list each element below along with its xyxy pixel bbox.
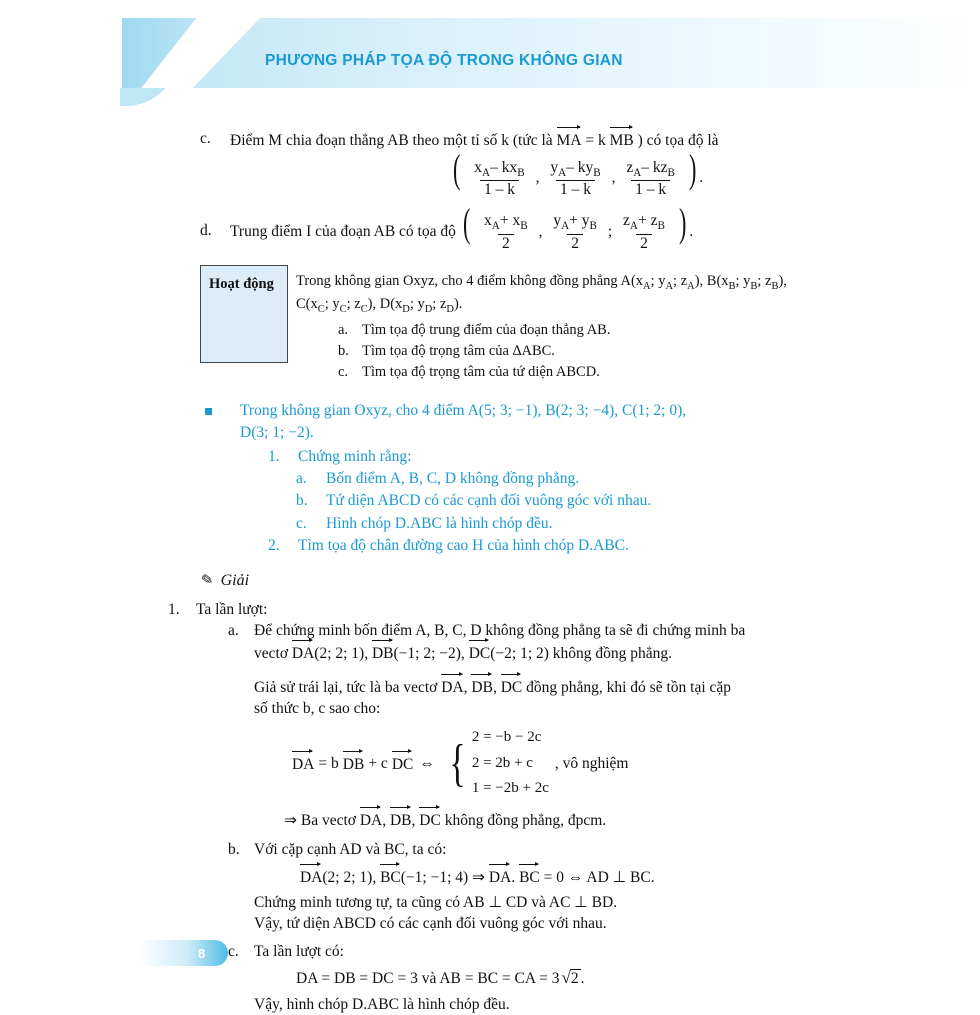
solution-item-a-line1: Để chứng minh bốn điểm A, B, C, D không đồng phẳng ta sẽ đi chứng minh ba bbox=[254, 621, 746, 639]
problem-list bbox=[268, 446, 980, 557]
frac-d-3-den: 2 bbox=[636, 234, 652, 253]
problem-sublist bbox=[296, 468, 980, 534]
activity-line1-b: ; y bbox=[650, 272, 666, 289]
bc-coords-b: (−1; −1; 4) ⇒ bbox=[400, 868, 486, 886]
frac-d-2-sub-b: B bbox=[589, 220, 597, 233]
frac-d-1 bbox=[480, 212, 532, 253]
page-content bbox=[0, 128, 980, 1015]
c-equation-pre: DA = DB = DC = 3 và AB = BC = CA = 3 bbox=[296, 970, 560, 988]
system-row-2: 2 = 2b + c bbox=[471, 754, 533, 771]
equation-system bbox=[445, 725, 549, 802]
solution-item-b-label: b. bbox=[228, 841, 240, 859]
activity-sub-ya: A bbox=[665, 280, 674, 292]
eq-plus-c: + c bbox=[368, 755, 388, 772]
radicand-value: 2 bbox=[570, 970, 579, 988]
activity-sub-label-a: a. bbox=[338, 321, 349, 338]
frac-c-2-sub-b: B bbox=[593, 166, 601, 179]
square-bullet-icon bbox=[205, 408, 212, 415]
frac-c-3-sub-a: A bbox=[633, 166, 642, 179]
activity-line1-f: ; z bbox=[757, 272, 772, 289]
frac-d-1-num-x: x bbox=[484, 212, 492, 230]
footer-tab bbox=[140, 940, 228, 966]
activity-line-1 bbox=[296, 271, 787, 295]
problem-subitem bbox=[296, 490, 980, 511]
problem-subitem bbox=[296, 513, 980, 534]
conclusion-end: không đồng phẳng, đpcm. bbox=[444, 811, 607, 829]
solution-item-a-label: a. bbox=[228, 621, 239, 639]
activity-sub-text-c: Tìm tọa độ trọng tâm của tứ diện ABCD. bbox=[362, 364, 600, 381]
activity-line1-d: ), B(x bbox=[694, 272, 729, 289]
page-number: 8 bbox=[198, 946, 206, 961]
problem-item-1 bbox=[268, 446, 980, 467]
activity-sub-xd: D bbox=[402, 304, 410, 316]
activity-sub-label-b: b. bbox=[338, 343, 349, 360]
solution-item-c-line2: Vậy, hình chóp D.ABC là hình chóp đều. bbox=[254, 995, 510, 1013]
frac-c-1-mid: – kx bbox=[490, 158, 518, 176]
activity-line1-a: Trong không gian Oxyz, cho 4 điểm không đồng phẳng A(x bbox=[296, 272, 644, 289]
frac-d-2-num-y: y bbox=[553, 212, 562, 230]
activity-sub-za: A bbox=[687, 280, 695, 292]
problem-item-2-label: 2. bbox=[268, 537, 280, 555]
activity-line2-d: ), D(x bbox=[367, 296, 403, 313]
item-c-label: c. bbox=[200, 130, 211, 147]
dot-product-symbol: . bbox=[511, 868, 516, 886]
solution-heading bbox=[197, 570, 980, 592]
c-equation-post: . bbox=[580, 970, 585, 988]
vector-bc-b2: BC bbox=[519, 865, 540, 888]
system-equation bbox=[292, 725, 980, 802]
frac-d-3-mid: + z bbox=[637, 212, 658, 230]
pen-icon: ✎ bbox=[197, 571, 215, 591]
vector-da-eq: DA bbox=[292, 752, 314, 775]
eq-iff-arrow: ⇔ bbox=[419, 755, 435, 772]
vector-dc-2: DC bbox=[501, 675, 523, 698]
frac-d-1-sub-a: A bbox=[491, 220, 500, 233]
activity-line2-f: ; z bbox=[432, 296, 447, 313]
problem-item-1-label: 1. bbox=[268, 447, 280, 465]
solution-part-1-label: 1. bbox=[168, 600, 180, 618]
item-d-label: d. bbox=[200, 222, 212, 240]
activity-sub-xb: B bbox=[728, 280, 736, 292]
activity-sub-yd: D bbox=[424, 304, 433, 316]
frac-c-2-den: 1 – k bbox=[556, 180, 595, 199]
activity-label-box: Hoạt động bbox=[200, 265, 288, 363]
vector-db-eq: DB bbox=[343, 752, 365, 775]
da-coords-b: (2; 2; 1), bbox=[322, 868, 377, 886]
problem-subitem-label-a: a. bbox=[296, 469, 307, 487]
frac-d-3 bbox=[619, 212, 669, 253]
vector-ma: MA bbox=[557, 128, 582, 151]
dc-coords: (−2; 1; 2) không đồng phẳng. bbox=[490, 645, 673, 663]
vector-da: DA bbox=[292, 641, 314, 664]
activity-sub-yc: C bbox=[339, 304, 347, 316]
solution-item-c-label: c. bbox=[228, 942, 239, 960]
frac-c-3-num-z: z bbox=[626, 158, 634, 176]
frac-c-1-sub-a: A bbox=[482, 166, 491, 179]
item-c-text-part1: Điểm M chia đoạn thẳng AB theo một tỉ số k (tức là bbox=[230, 132, 553, 149]
solution-item-a bbox=[228, 620, 980, 641]
frac-c-2-mid: – ky bbox=[566, 158, 594, 176]
item-c-text-part2: ) có tọa độ là bbox=[637, 132, 719, 149]
activity-line-2 bbox=[296, 294, 787, 318]
activity-sub-text-b: Tìm tọa độ trọng tâm của ∆ABC. bbox=[362, 343, 555, 360]
problem-subitem bbox=[296, 468, 980, 489]
item-d-sentence: Trung điểm I của đoạn AB có tọa độ bbox=[230, 223, 456, 241]
frac-c-2 bbox=[546, 159, 604, 200]
frac-d-2 bbox=[549, 212, 601, 253]
problem-subitem-text-b: Tứ diện ABCD có các cạnh đối vuông góc với nhau. bbox=[326, 492, 652, 510]
activity-line1-c: ; z bbox=[673, 272, 688, 289]
frac-d-1-mid: + x bbox=[499, 212, 521, 230]
system-row-1: 2 = −b − 2c bbox=[471, 729, 542, 746]
activity-sub-xc: C bbox=[317, 304, 325, 316]
item-c bbox=[200, 128, 980, 199]
solution-item-a-line2 bbox=[254, 641, 980, 664]
frac-d-2-sub-a: A bbox=[561, 220, 570, 233]
frac-d-1-den: 2 bbox=[498, 234, 514, 253]
vector-db-2: DB bbox=[471, 675, 493, 698]
frac-c-3-sub-b: B bbox=[667, 166, 675, 179]
frac-c-1-num-x: x bbox=[474, 158, 483, 176]
vector-da-3: DA bbox=[360, 808, 382, 831]
activity-block bbox=[0, 265, 980, 384]
eq-equals-b: = b bbox=[318, 755, 339, 772]
problem-heading bbox=[240, 400, 980, 445]
frac-c-1 bbox=[470, 159, 528, 200]
solution-item-c-line1: Ta lần lượt có: bbox=[254, 942, 344, 960]
solution-conclusion-a bbox=[284, 808, 980, 831]
frac-d-2-den: 2 bbox=[567, 234, 583, 253]
frac-d-3-num-z: z bbox=[623, 212, 630, 230]
solution-item-b bbox=[228, 839, 980, 860]
db-coords: (−1; 2; −2), bbox=[393, 645, 465, 663]
frac-c-2-num-y: y bbox=[550, 158, 559, 176]
vector-da-b2: DA bbox=[489, 865, 511, 888]
problem-subitem-label-c: c. bbox=[296, 514, 307, 532]
solution-item-b-equation bbox=[300, 865, 980, 888]
left-brace-icon: { bbox=[449, 734, 466, 792]
problem-subitem-text-c: Hình chóp D.ABC là hình chóp đều. bbox=[326, 514, 553, 532]
activity-line2-a: C(x bbox=[296, 296, 318, 313]
item-d-text: Trung điểm I của đoạn AB có tọa độ ( $\frac{x_A+ x_B}{2}$ , $\frac{y_A+ y_B}{2}$ ; $\frac{z_A+ z_B}{2}$ ) . bbox=[230, 200, 694, 252]
activity-line2-g: ). bbox=[453, 296, 463, 313]
activity-sub-xa: A bbox=[643, 280, 651, 292]
frac-d-3-sub-a: A bbox=[629, 220, 638, 233]
frac-c-3-den: 1 – k bbox=[631, 180, 670, 199]
item-d bbox=[200, 200, 980, 253]
activity-sub-item bbox=[338, 341, 787, 361]
vector-mb: MB bbox=[610, 128, 634, 151]
activity-sub-zd: D bbox=[446, 304, 454, 316]
solution-title: Giải bbox=[220, 572, 250, 590]
item-c-text bbox=[230, 128, 980, 151]
vector-bc-b: BC bbox=[380, 865, 401, 888]
problem-item-2-text: Tìm tọa độ chân đường cao H của hình chóp D.ABC. bbox=[298, 537, 629, 555]
solution-item-a-line4: số thức b, c sao cho: bbox=[254, 700, 381, 718]
vector-db-3: DB bbox=[390, 808, 412, 831]
activity-line1-e: ; y bbox=[735, 272, 751, 289]
activity-sub-list bbox=[338, 320, 787, 383]
frac-d-1-sub-b: B bbox=[520, 220, 528, 233]
frac-c-3-mid: – kz bbox=[641, 158, 668, 176]
frac-c-3 bbox=[622, 159, 679, 200]
comma-3: , bbox=[382, 811, 387, 829]
problem-item-2 bbox=[268, 535, 980, 556]
problem-item-1-text: Chứng minh rằng: bbox=[298, 447, 412, 465]
solution-part-1 bbox=[168, 599, 980, 620]
chapter-title: PHƯƠNG PHÁP TỌA ĐỘ TRONG KHÔNG GIAN bbox=[265, 52, 623, 69]
activity-sub-text-a: Tìm tọa độ trung điểm của đoạn thẳng AB. bbox=[362, 321, 611, 338]
solution-item-c bbox=[228, 941, 980, 962]
comma-4: , bbox=[411, 811, 416, 829]
activity-sub-yb: B bbox=[750, 280, 758, 292]
activity-sub-zc: C bbox=[360, 304, 368, 316]
solution-part-1-text: Ta lần lượt: bbox=[196, 600, 268, 618]
vecto-word: vectơ bbox=[254, 645, 289, 663]
activity-line2-b: ; y bbox=[324, 296, 340, 313]
sqrt-symbol bbox=[559, 966, 580, 989]
frac-c-2-sub-a: A bbox=[558, 166, 567, 179]
system-note: , vô nghiệm bbox=[554, 755, 629, 772]
activity-sub-zb: B bbox=[771, 280, 779, 292]
solution-item-b-line1: Với cặp cạnh AD và BC, ta có: bbox=[254, 841, 447, 859]
frac-c-1-sub-b: B bbox=[517, 166, 525, 179]
system-row-3: 1 = −2b + 2c bbox=[471, 780, 549, 797]
assume-text: Giả sử trái lại, tức là ba vectơ bbox=[254, 678, 438, 696]
page-header bbox=[0, 0, 980, 110]
activity-sub-item bbox=[338, 320, 787, 340]
item-c-formula: ( $\frac{x_A- kx_B}{1 - k}$ , $\frac{y_A- ky_B}{1 - k}$ , $\frac{z_A- kz_B}{1 - k}$ ) . bbox=[453, 146, 704, 198]
activity-line2-e: ; y bbox=[409, 296, 425, 313]
problem-heading-line1: Trong không gian Oxyz, cho 4 điểm A(5; 3; −1), B(2; 3; −4), C(1; 2; 0), bbox=[240, 401, 687, 419]
vector-da-b: DA bbox=[300, 865, 322, 888]
problem-block bbox=[0, 400, 980, 557]
activity-line2-c: ; z bbox=[346, 296, 361, 313]
comma-2: , bbox=[492, 678, 497, 696]
solution-item-c-equation bbox=[296, 966, 980, 989]
assume-text-end: đồng phẳng, khi đó sẽ tồn tại cặp bbox=[526, 678, 732, 696]
activity-body bbox=[296, 265, 787, 384]
item-c-eq: = k bbox=[585, 132, 606, 149]
vector-dc: DC bbox=[469, 641, 491, 664]
problem-subitem-label-b: b. bbox=[296, 492, 308, 510]
comma-1: , bbox=[463, 678, 468, 696]
vector-da-2: DA bbox=[441, 675, 463, 698]
solution-item-b-line2: Chứng minh tương tự, ta cũng có AB ⊥ CD và AC ⊥ BD. bbox=[254, 894, 618, 912]
vector-dc-eq: DC bbox=[392, 752, 414, 775]
problem-subitem-text-a: Bốn điểm A, B, C, D không đồng phẳng. bbox=[326, 469, 580, 487]
solution-item-b-line3: Vậy, tứ diện ABCD có các cạnh đối vuông góc với nhau. bbox=[254, 915, 607, 933]
vector-dc-3: DC bbox=[419, 808, 441, 831]
activity-sub-label-c: c. bbox=[338, 364, 349, 381]
conclusion-pre: ⇒ Ba vectơ bbox=[284, 811, 356, 829]
problem-heading-line2: D(3; 1; −2). bbox=[240, 424, 314, 442]
radical-sign: √ bbox=[561, 968, 571, 988]
frac-d-2-mid: + y bbox=[569, 212, 590, 230]
vector-db: DB bbox=[372, 641, 394, 664]
activity-line1-g: ), bbox=[778, 272, 787, 289]
frac-d-3-sub-b: B bbox=[657, 220, 665, 233]
frac-c-1-den: 1 – k bbox=[480, 180, 519, 199]
activity-sub-item bbox=[338, 362, 787, 382]
da-coords: (2; 2; 1), bbox=[314, 645, 369, 663]
b-equation-tail: = 0 ⇔ AD ⊥ BC. bbox=[543, 868, 655, 886]
solution-item-a-line3 bbox=[254, 675, 980, 698]
